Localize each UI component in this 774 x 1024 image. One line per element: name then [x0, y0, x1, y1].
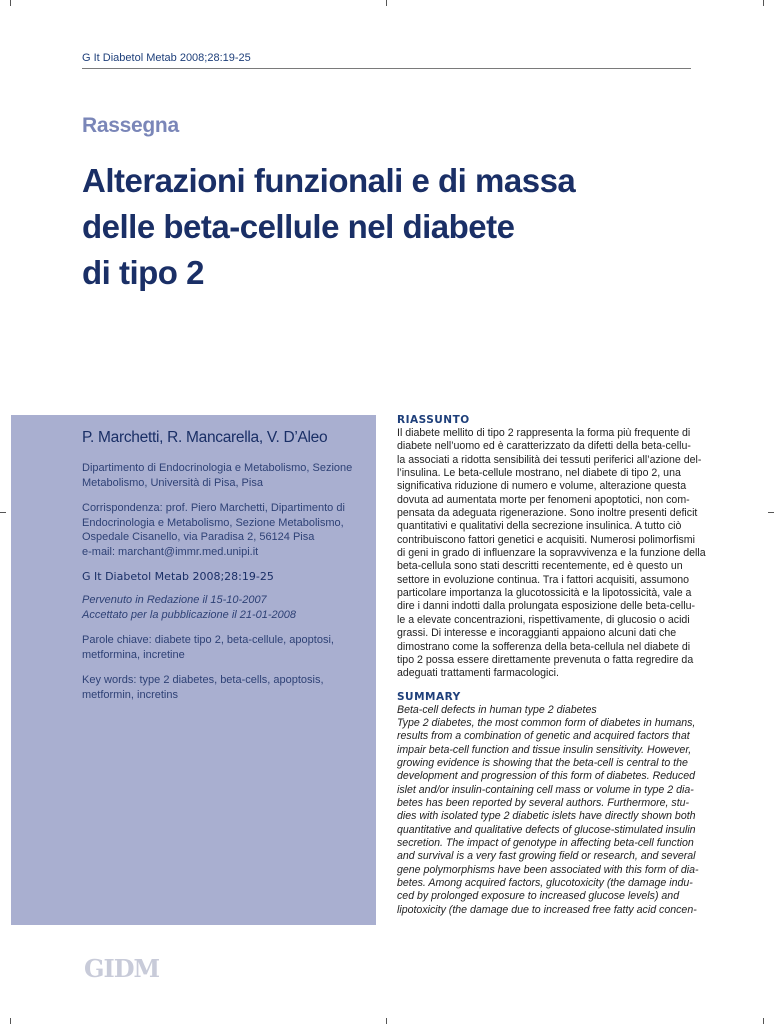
- summary-line: quantitative and qualitative defects of glucose-stimulated insulin: [397, 823, 696, 836]
- summary-line: lipotoxicity (the damage due to increased free fatty acid concen-: [397, 903, 697, 916]
- title-line: delle beta-cellule nel diabete: [82, 208, 515, 245]
- summary-line: impair beta-cell function and tissue insulin sensitivity. However,: [397, 743, 692, 756]
- crop-mark: [386, 1018, 387, 1024]
- riassunto-line: l’insulina. Le beta-cellule mostrano, nel diabete di tipo 2, una: [397, 467, 681, 480]
- key-words-line: Key words: type 2 diabetes, beta-cells, apoptosis,: [82, 674, 324, 686]
- citation: G It Diabetol Metab 2008;28:19-25: [82, 570, 274, 583]
- summary-line: Type 2 diabetes, the most common form of diabetes in humans,: [397, 716, 696, 729]
- crop-mark: [763, 0, 764, 6]
- crop-mark: [10, 0, 11, 6]
- summary-line: secretion. The impact of genotype in affecting beta-cell function: [397, 836, 694, 849]
- correspondence-line: Endocrinologia e Metabolismo, Sezione Metabolismo,: [82, 516, 344, 529]
- riassunto-text: [397, 427, 706, 681]
- riassunto-line: significativa riduzione di numero e volume, alterazione questa: [397, 480, 687, 493]
- correspondence: [82, 501, 357, 559]
- abstract-column: [397, 414, 706, 917]
- header-rule: [82, 68, 691, 69]
- riassunto-line: Il diabete mellito di tipo 2 rappresenta la forma più frequente di: [397, 427, 691, 439]
- submission-dates: [82, 593, 357, 622]
- riassunto-line: settore in evoluzione continua. Tra i fattori acquisiti, assumono: [397, 573, 690, 586]
- key-words: [82, 673, 357, 702]
- summary-heading: SUMMARY: [397, 690, 461, 703]
- summary-line: growing evidence is showing that the beta-cell is central to the: [397, 756, 688, 769]
- correspondence-line: Corrispondenza: prof. Piero Marchetti, Dipartimento di: [82, 502, 345, 514]
- riassunto-line: dire i danni indotti dalla prolungata esposizione delle beta-cellu-: [397, 600, 695, 613]
- summary-text: [397, 716, 699, 917]
- email-link[interactable]: e-mail: marchant@immr.med.unipi.it: [82, 545, 259, 558]
- summary-line: results from a combination of genetic and acquired factors that: [397, 730, 690, 743]
- riassunto-line: tipo 2 possa essere direttamente prevenuta o fatta regredire da: [397, 653, 694, 666]
- crop-mark: [768, 512, 774, 513]
- title-line: di tipo 2: [82, 254, 204, 291]
- riassunto-line: di geni in grado di influenzare la sopravvivenza e la funzione della: [397, 547, 706, 560]
- affiliation-line: Dipartimento di Endocrinologia e Metabolismo, Sezione: [82, 462, 353, 474]
- summary-subtitle: Beta-cell defects in human type 2 diabetes: [397, 703, 597, 716]
- parole-chiave: [82, 633, 357, 662]
- article-title: [82, 158, 682, 296]
- summary-line: gene polymorphisms have been associated with this form of dia-: [397, 863, 699, 876]
- crop-mark: [386, 0, 387, 6]
- riassunto-line: dimostrano come la sofferenza della beta-cellula nel diabete di: [397, 640, 691, 653]
- riassunto-line: grassi. Di interesse e incoraggianti appaiono alcuni dati che: [397, 627, 677, 640]
- authors: P. Marchetti, R. Mancarella, V. D’Aleo: [82, 429, 328, 446]
- parole-chiave-line: metformina, incretine: [82, 648, 185, 661]
- riassunto-line: la associati a ridotta sensibilità dei tessuti periferici all’azione del-: [397, 453, 702, 466]
- affiliation: [82, 461, 357, 490]
- riassunto-line: le a elevate concentrazioni, rispettivamente, di glucosio o acidi: [397, 613, 690, 626]
- summary-line: betes has been reported by several authors. Furthermore, stu-: [397, 796, 690, 809]
- correspondence-line: Ospedale Cisanello, via Paradisa 2, 56124 Pisa: [82, 531, 315, 543]
- gidm-logo: GIDM: [84, 954, 160, 983]
- riassunto-line: adeguati trattamenti farmacologici.: [397, 667, 559, 680]
- crop-mark: [763, 1018, 764, 1024]
- summary-line: betes. Among acquired factors, glucotoxicity (the damage indu-: [397, 877, 693, 889]
- riassunto-line: dovuta ad aumentata morte per fenomeni apoptotici, non com-: [397, 493, 690, 506]
- key-words-line: metformin, incretins: [82, 688, 178, 701]
- summary-section: [397, 690, 699, 918]
- section-label: Rassegna: [82, 114, 179, 137]
- riassunto-line: pensata da adeguata rigenerazione. Sono inoltre presenti deficit: [397, 507, 698, 520]
- riassunto-line: beta-cellula sono stati descritti recentemente, ed è questo un: [397, 560, 683, 573]
- riassunto-line: quantitativi e qualitativi della secrezione insulinica. A tutto ciò: [397, 520, 682, 533]
- parole-chiave-line: Parole chiave: diabete tipo 2, beta-cellule, apoptosi,: [82, 634, 334, 646]
- riassunto-line: diabete nell’uomo ed è caratterizzato da difetti della beta-cellu-: [397, 440, 691, 453]
- received-date: Pervenuto in Redazione il 15-10-2007: [82, 594, 267, 606]
- summary-line: development and progression of this form of diabetes. Reduced: [397, 770, 695, 783]
- accepted-date: Accettato per la pubblicazione il 21-01-2008: [82, 608, 297, 621]
- riassunto-heading: RIASSUNTO: [397, 414, 470, 426]
- riassunto-line: particolare importanza la glucotossicità e la lipotossicità, vale a: [397, 587, 692, 600]
- riassunto-line: contribuiscono fattori genetici e acquisiti. Numerosi polimorfismi: [397, 533, 695, 546]
- summary-line: and survival is a very fast growing field or research, and several: [397, 850, 696, 863]
- journal-reference: G It Diabetol Metab 2008;28:19-25: [82, 52, 251, 64]
- summary-line: ced by prolonged exposure to increased glucose levels) and: [397, 890, 680, 903]
- author-info-panel: [11, 415, 376, 925]
- crop-mark: [10, 1018, 11, 1024]
- crop-mark: [0, 512, 6, 513]
- summary-line: dies with isolated type 2 diabetic islets have directly shown both: [397, 810, 696, 823]
- affiliation-line: Metabolismo, Università di Pisa, Pisa: [82, 476, 263, 489]
- title-line: Alterazioni funzionali e di massa: [82, 162, 576, 199]
- summary-line: islet and/or insulin-containing cell mass or volume in type 2 dia-: [397, 783, 694, 796]
